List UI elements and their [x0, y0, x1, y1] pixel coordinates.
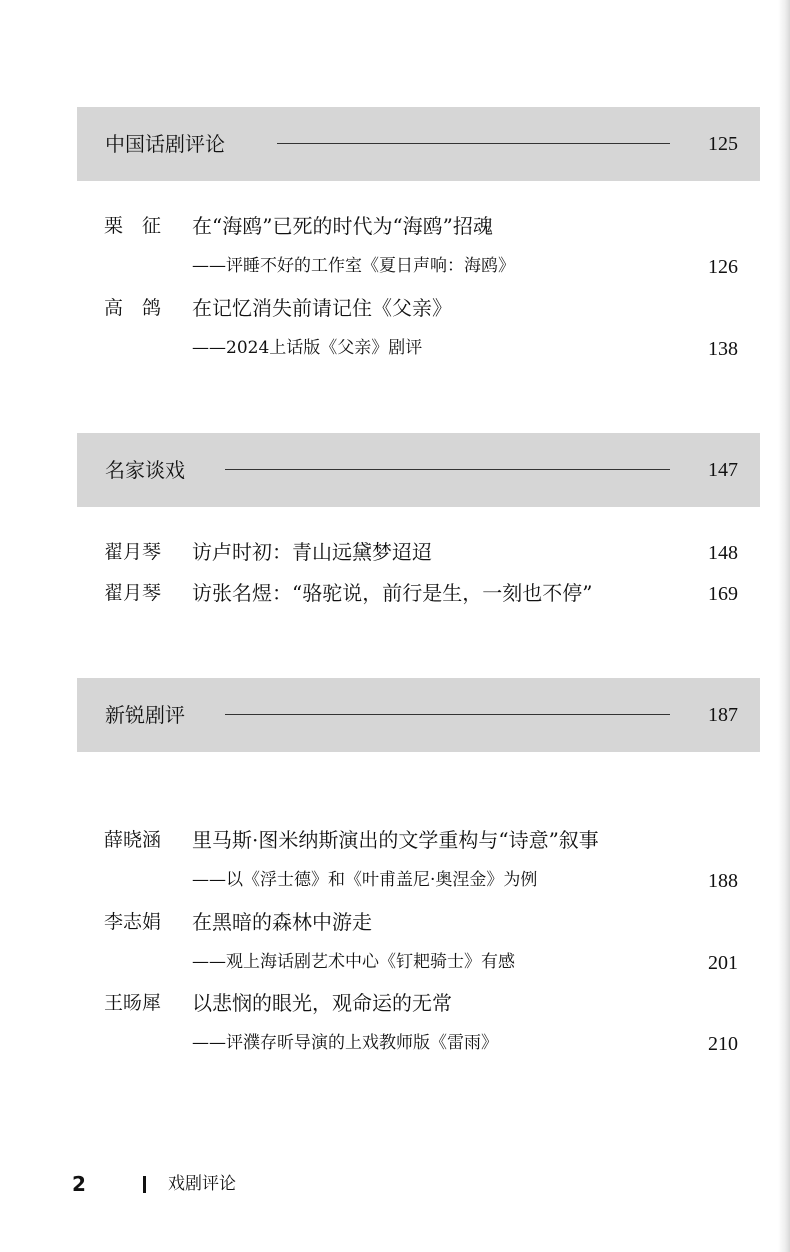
section-header-emerging-reviews	[77, 678, 760, 752]
entry-author: 翟月琴	[104, 541, 162, 563]
entry-title: 访张名煜：“骆驼说，前行是生，一刻也不停”	[192, 581, 593, 605]
toc-entry[interactable]	[0, 988, 790, 1018]
entry-author: 翟月琴	[104, 582, 162, 604]
entry-title: 在“海鸥”已死的时代为“海鸥”招魂	[192, 214, 493, 238]
entry-title: 访卢时初：青山远黛梦迢迢	[192, 540, 432, 564]
section-header-chinese-drama-review	[77, 107, 760, 181]
entry-page-number: 210	[708, 1033, 738, 1055]
toc-entry[interactable]	[0, 578, 790, 608]
entry-page-number: 188	[708, 870, 738, 892]
page-edge-shadow	[778, 0, 790, 1252]
entry-title: 里马斯·图米纳斯演出的文学重构与“诗意”叙事	[192, 828, 599, 852]
footer-divider	[143, 1176, 146, 1193]
entry-title: 以悲悯的眼光，观命运的无常	[192, 991, 452, 1015]
toc-entry-subtitle-line	[0, 333, 790, 363]
section-page-number: 187	[708, 704, 738, 726]
toc-entry-subtitle-line	[0, 947, 790, 977]
footer-page-number: 2	[72, 1172, 86, 1196]
entry-page-number: 148	[708, 542, 738, 564]
toc-entry[interactable]	[0, 907, 790, 937]
entry-page-number: 169	[708, 583, 738, 605]
toc-entry[interactable]	[0, 293, 790, 323]
entry-page-number: 138	[708, 338, 738, 360]
section-title: 中国话剧评论	[105, 132, 225, 156]
entry-subtitle: ——2024上话版《父亲》剧评	[192, 338, 423, 358]
leader-line	[225, 714, 670, 715]
section-title: 名家谈戏	[105, 458, 185, 482]
entry-subtitle: ——评濮存昕导演的上戏教师版《雷雨》	[192, 1033, 498, 1053]
entry-title: 在记忆消失前请记住《父亲》	[192, 296, 452, 320]
toc-entry[interactable]	[0, 825, 790, 855]
entry-author: 栗 征	[104, 215, 162, 237]
section-header-masters-on-drama	[77, 433, 760, 507]
entry-title: 在黑暗的森林中游走	[192, 910, 372, 934]
toc-entry[interactable]	[0, 211, 790, 241]
toc-entry-subtitle-line	[0, 251, 790, 281]
toc-entry-subtitle-line	[0, 1028, 790, 1058]
entry-subtitle: ——观上海话剧艺术中心《钉耙骑士》有感	[192, 952, 515, 972]
section-page-number: 125	[708, 133, 738, 155]
toc-entry[interactable]	[0, 537, 790, 567]
entry-page-number: 126	[708, 256, 738, 278]
entry-page-number: 201	[708, 952, 738, 974]
section-page-number: 147	[708, 459, 738, 481]
footer-book-title: 戏剧评论	[168, 1174, 236, 1194]
entry-author: 高 鸽	[104, 297, 162, 319]
leader-line	[277, 143, 670, 144]
entry-author: 薛晓涵	[104, 829, 162, 851]
entry-author: 王旸犀	[104, 992, 162, 1014]
toc-entry-subtitle-line	[0, 865, 790, 895]
entry-subtitle: ——以《浮士德》和《叶甫盖尼·奥涅金》为例	[192, 870, 538, 890]
entry-subtitle: ——评睡不好的工作室《夏日声响：海鸥》	[192, 256, 515, 276]
section-title: 新锐剧评	[105, 703, 185, 727]
page-footer	[0, 1170, 790, 1200]
leader-line	[225, 469, 670, 470]
entry-author: 李志娟	[104, 911, 162, 933]
